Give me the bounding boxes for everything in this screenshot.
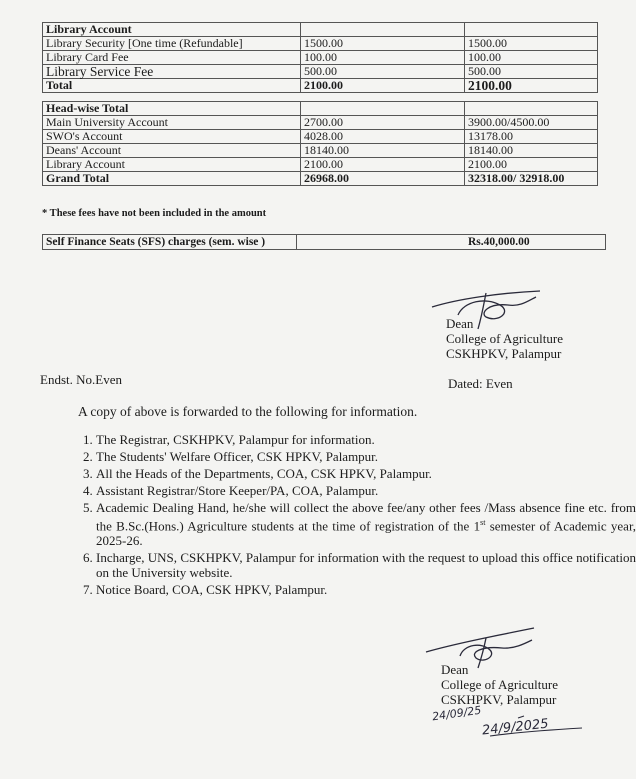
library-account-heading: Library Account [43,23,301,37]
table-row: Library Service Fee 500.00 500.00 [43,65,598,79]
table-row: Grand Total 26968.00 32318.00/ 32918.00 [43,172,598,186]
signature-1-title: Dean [446,316,474,331]
sfs-label: Self Finance Seats (SFS) charges (sem. wise ) [46,236,266,248]
signature-2-title: Dean [441,662,469,677]
fee-note: * These fees have not been included in the amount [42,208,267,219]
list-item: 3. All the Heads of the Departments, COA, CSK HPKV, Palampur. [96,466,636,481]
handwritten-date-2: 24/9/2025 [481,716,550,739]
sfs-value: Rs.40,000.00 [468,236,530,248]
signature-2-block: Dean College of Agriculture CSKHPKV, Palampur [441,662,558,707]
list-item: 4. Assistant Registrar/Store Keeper/PA, COA, Palampur. [96,483,636,498]
list-item: 1. The Registrar, CSKHPKV, Palampur for information. [96,432,636,447]
list-item: 5. Academic Dealing Hand, he/she will collect the above fee/any other fees /Mass absence fine etc. from the B.Sc.(Hons.) Agriculture students at the time of registration of the 1st semester of Academic year, 2025-26. [96,500,636,548]
handwritten-mark [478,708,588,738]
list-item: 2. The Students' Welfare Officer, CSK HPKV, Palampur. [96,449,636,464]
signature-1-block: Dean College of Agriculture CSKHPKV, Palampur [446,316,563,361]
sfs-charges-box [42,234,606,250]
forward-intro: A copy of above is forwarded to the following for information. [78,404,418,419]
table-row: Library Card Fee 100.00 100.00 [43,51,598,65]
table-row [43,23,598,37]
list-item: 7. Notice Board, COA, CSK HPKV, Palampur. [96,582,636,597]
table-row: Main University Account 2700.00 3900.00/4500.00 [43,116,598,130]
table-row: Deans' Account 18140.00 18140.00 [43,144,598,158]
table-row: Library Security [One time (Refundable] 1500.00 1500.00 [43,37,598,51]
endst-number: Endst. No.Even [40,372,122,387]
forward-list [58,432,636,599]
head-wise-heading: Head-wise Total [43,102,301,116]
total-label: Total [43,79,301,93]
fee-table [42,22,598,186]
table-row: Library Account 2100.00 2100.00 [43,158,598,172]
table-row: Total 2100.00 2100.00 [43,79,598,93]
list-item: 6. Incharge, UNS, CSKHPKV, Palampur for information with the request to upload this office notification on the University website. [96,550,636,580]
dated: Dated: Even [448,376,513,391]
table-row [43,102,598,116]
grand-total-label: Grand Total [43,172,301,186]
handwritten-date-1: 24/09/25 [431,703,483,724]
table-row: SWO's Account 4028.00 13178.00 [43,130,598,144]
